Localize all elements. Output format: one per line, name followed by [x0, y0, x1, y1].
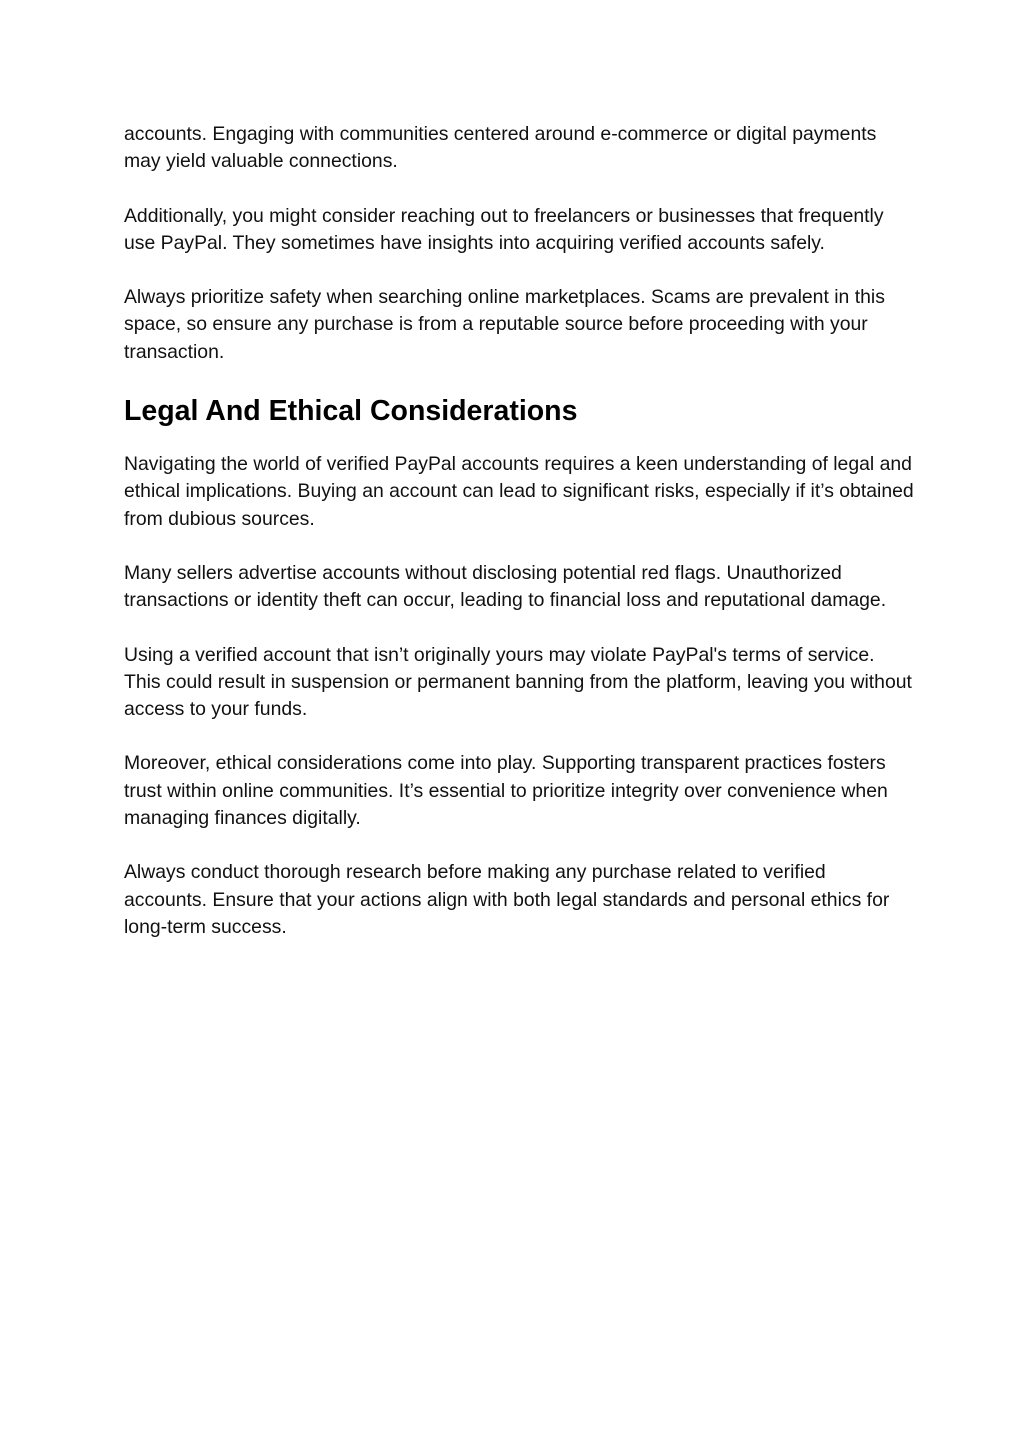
document-page	[124, 121, 914, 968]
section-paragraph-5: Always conduct thorough research before making any purchase related to verified accounts. Ensure that your actions align with both legal standards and personal ethics for long-term success.	[124, 861, 890, 938]
intro-paragraph-1: accounts. Engaging with communities centered around e-commerce or digital payments may yield valuable connections.	[124, 123, 877, 173]
intro-paragraph-3: Always prioritize safety when searching online marketplaces. Scams are prevalent in this space, so ensure any purchase is from a reputable source before proceeding with your transaction.	[124, 286, 885, 363]
section-paragraph-2: Many sellers advertise accounts without disclosing potential red flags. Unauthorized transactions or identity theft can occur, leading to financial loss and reputational damage.	[124, 561, 887, 612]
section-paragraph-1: Navigating the world of verified PayPal accounts requires a keen understanding of legal and ethical implications. Buying an account can lead to significant risks, especially if it’s obtained from dubious sources.	[124, 453, 914, 530]
section-heading: Legal And Ethical Considerations	[124, 395, 578, 428]
section-paragraph-3: Using a verified account that isn’t originally yours may violate PayPal's terms of service. This could result in suspension or permanent banning from the platform, leaving you without access to your funds.	[124, 643, 912, 721]
section-paragraph-4: Moreover, ethical considerations come into play. Supporting transparent practices fosters trust within online communities. It’s essential to prioritize integrity over convenience when managing finances digitally.	[124, 752, 888, 830]
intro-paragraph-2: Additionally, you might consider reaching out to freelancers or businesses that frequently use PayPal. They sometimes have insights into acquiring verified accounts safely.	[124, 204, 884, 254]
